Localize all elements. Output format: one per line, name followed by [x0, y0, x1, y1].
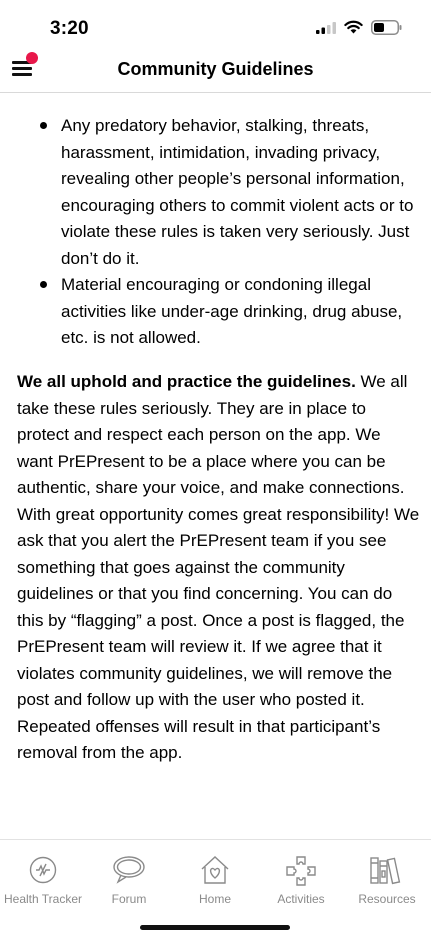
health-tracker-icon	[28, 855, 58, 885]
tab-health-tracker[interactable]	[0, 840, 86, 910]
tab-activities[interactable]	[258, 840, 344, 910]
home-icon	[199, 855, 231, 885]
bullet-text: Any predatory behavior, stalking, threats, harassment, intimidation, invading privacy, revealing other people’s personal information, encouraging others to commit violent acts or to violate these rules is taken very seriously. Just don’t do it.	[61, 116, 414, 268]
paragraph-body: We all take these rules seriously. They are in place to protect and respect each person on the app. We want PrEPresent to be a place where you can be authentic, share your voice, and make connections. With great opportunity comes great responsibility! We ask that you alert the PrEPresent team if you see something that goes against the community guidelines or that you find concerning. You can do this by “flagging” a post. Once a post is flagged, the PrEPresent team will review it. If we agree that it violates community guidelines, we will remove the post and follow up with the user who posted it. Repeated offenses will result in that participant’s removal from the app.	[17, 372, 420, 762]
guidelines-bullet-list	[40, 113, 418, 352]
tab-label: Home	[198, 892, 231, 906]
tab-label: Activities	[277, 892, 325, 906]
activities-icon	[285, 855, 317, 887]
guidelines-paragraph	[17, 369, 420, 767]
bullet-text: Material encouraging or condoning illegal activities like under-age drinking, drug abuse, etc. is not allowed.	[61, 275, 403, 347]
bottom-tab-bar	[0, 839, 431, 933]
forum-icon	[112, 855, 146, 885]
list-item	[40, 113, 418, 272]
tab-label: Resources	[358, 892, 416, 906]
home-indicator	[140, 925, 290, 930]
paragraph-lead: We all uphold and practice the guidelines.	[17, 372, 356, 391]
list-item	[40, 272, 418, 352]
tab-label: Health Tracker	[3, 892, 83, 906]
status-bar	[0, 0, 431, 50]
guidelines-content[interactable]	[0, 93, 431, 839]
bullet-dot	[40, 281, 47, 288]
cellular-signal-icon	[316, 22, 336, 34]
navigation-bar	[0, 50, 431, 93]
resources-icon	[369, 855, 405, 885]
bullet-dot	[40, 122, 47, 129]
tab-home[interactable]	[172, 840, 258, 910]
tab-resources[interactable]	[344, 840, 430, 910]
battery-icon	[371, 20, 402, 35]
page-title: Community Guidelines	[117, 59, 314, 79]
tab-forum[interactable]	[86, 840, 172, 910]
status-time: 3:20	[50, 18, 89, 39]
tab-label: Forum	[111, 892, 147, 906]
wifi-icon	[344, 20, 363, 34]
